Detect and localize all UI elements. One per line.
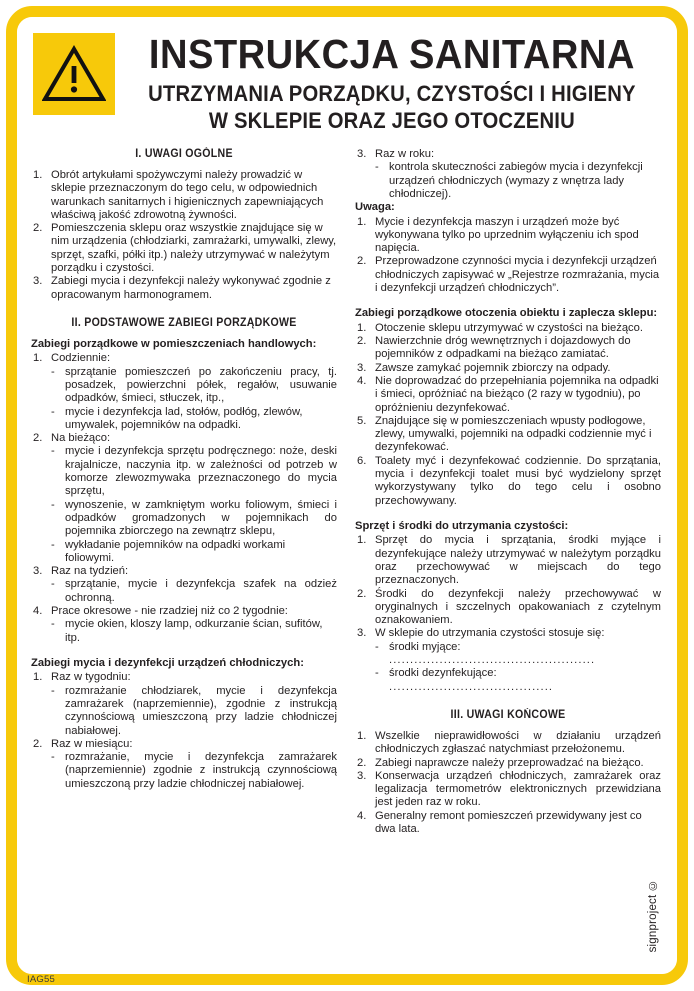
dash-item [375, 161, 661, 201]
list-text: W sklepie do utrzymania czystości stosuje się: [375, 627, 605, 640]
fill-in-fields [375, 641, 661, 694]
list-text: Zabiegi mycia i dezynfekcji należy wykonywać zgodnie z opracowanym harmonogramem. [51, 275, 331, 301]
list-marker: 2. [357, 756, 367, 769]
list-marker: 1. [33, 169, 43, 181]
fill-in-dots[interactable]: ....................................... [389, 680, 554, 693]
list-text: Prace okresowe - nie rzadziej niż co 2 tygodnie: [51, 605, 288, 618]
list-text: Raz na tydzień: [51, 565, 129, 578]
list-marker: 2. [357, 587, 367, 600]
dash-marker: - [51, 498, 55, 511]
sub4-list [355, 534, 661, 694]
list-marker: 4. [357, 374, 367, 387]
dash-text: sprzątanie pomieszczeń po zakończeniu pracy, tj. posadzek, powierzchni półek, regałów, usuwanie odpadków, śmieci, stłuczek, itp., [65, 365, 337, 405]
left-column [31, 148, 337, 836]
list-item [31, 432, 337, 565]
dash-item [51, 499, 337, 539]
dash-marker: - [51, 538, 55, 551]
dash-item [51, 751, 337, 791]
section-heading-3: III. UWAGI KOŃCOWE [450, 708, 566, 721]
note-list [355, 216, 661, 296]
poster-header [17, 17, 677, 134]
list-item [31, 738, 337, 791]
dash-text: kontrola skuteczności zabiegów mycia i dezynfekcji urządzeń chłodniczych (wymazy z wnętrza lady chłodniczej). [389, 161, 643, 200]
dash-marker: - [375, 640, 379, 653]
list-item [355, 534, 661, 587]
section1-list [31, 169, 337, 302]
fill-in-line[interactable] [389, 641, 661, 668]
fill-in-line[interactable] [389, 667, 661, 694]
dash-list [375, 161, 661, 201]
page-subtitle-line2: W SKLEPIE ORAZ JEGO OTOCZENIU [208, 108, 575, 133]
list-text: Na bieżąco: [51, 432, 111, 445]
dash-marker: - [51, 445, 55, 458]
list-text: Obrót artykułami spożywczymi należy prowadzić w sklepie przeznaczonym do tego celu, w odpowiednich warunkach sanitarnych i higienicznych zapewniających właściwą jakość zdrowotną żywności. [51, 169, 324, 221]
list-marker: 1. [33, 352, 43, 365]
list-marker: 3. [357, 148, 367, 160]
list-item [31, 169, 337, 222]
list-text: Mycie i dezynfekcja maszyn i urządzeń może być wykonywana tylko po uprzednim wyłączeniu ich spod napięcia. [375, 215, 639, 255]
dash-text: rozmrażanie chłodziarek, mycie i dezynfekcja zamrażarek (naprzemiennie), zgodnie z instrukcją czynnościową umieszczoną przy ladzie chłodniczej nabiałowej. [65, 684, 337, 737]
list-item [31, 565, 337, 605]
list-marker: 2. [357, 255, 367, 268]
note-heading: Uwaga: [355, 201, 395, 214]
list-text: Raz w roku: [375, 148, 435, 160]
list-marker: 2. [33, 222, 43, 235]
dash-item [51, 445, 337, 498]
list-marker: 2. [33, 737, 43, 750]
fill-in-row[interactable] [375, 667, 661, 694]
poster-inner [17, 17, 677, 974]
subsection-heading-trade-areas: Zabiegi porządkowe w pomieszczeniach handlowych: [31, 337, 317, 350]
list-marker: 5. [357, 414, 367, 427]
list-text: Codziennie: [51, 352, 111, 365]
dash-list [51, 366, 337, 432]
dash-marker: - [51, 751, 55, 764]
list-item [355, 455, 661, 508]
fill-in-label: środki myjące: [389, 640, 461, 653]
fill-in-dots[interactable]: ................................................. [389, 654, 596, 667]
list-text: Toalety myć i dezynfekować codziennie. Do sprzątania, mycia i dezynfekcji toalet musi być wydzielony sprzęt wykorzystywany tylko do tego celu i osobno przechowywany. [375, 454, 661, 507]
list-marker: 2. [357, 335, 367, 348]
dash-item [51, 578, 337, 605]
list-text: Otoczenie sklepu utrzymywać w czystości na bieżąco. [375, 321, 643, 334]
fill-in-label: środki dezynfekujące: [389, 667, 497, 680]
list-text: Raz w miesiącu: [51, 737, 133, 750]
list-text: Przeprowadzone czynności mycia i dezynfekcji urządzeń chłodniczych zapisywać w „Rejestrze rozmrażania, mycia i dezynfekcji urządzeń chłodniczych”. [375, 255, 660, 295]
title-block [115, 31, 663, 134]
watermark-signproject: signproject © [647, 878, 659, 952]
list-item [355, 415, 661, 455]
dash-text: wynoszenie, w zamkniętym worku foliowym, śmieci i odpadków gromadzonych w pojemnikach do pojemnika zbiorczego na zewnątrz sklepu, [65, 498, 337, 538]
dash-text: wykładanie pojemników na odpadki workami foliowymi. [65, 538, 286, 564]
list-text: Generalny remont pomieszczeń przewidywany jest co dwa lata. [375, 809, 642, 835]
list-item [31, 671, 337, 737]
list-text: Nie doprowadzać do przepełniania pojemnika na odpadki i śmieci, opróżniać na bieżąco (2 razy w tygodniu), po opróżnieniu dezynfekować. [375, 374, 659, 414]
subsection-heading-equipment: Sprzęt i środki do utrzymania czystości: [355, 519, 569, 532]
list-marker: 3. [357, 769, 367, 782]
document-code: IAG55 [27, 974, 55, 985]
list-item [355, 810, 661, 837]
list-item [355, 770, 661, 810]
list-marker: 1. [357, 534, 367, 547]
list-marker: 3. [33, 565, 43, 578]
list-marker: 1. [357, 321, 367, 334]
section-heading-1: I. UWAGI OGÓLNE [135, 148, 233, 160]
content-columns [17, 134, 677, 836]
dash-marker: - [51, 618, 55, 631]
dash-item [51, 366, 337, 406]
dash-marker: - [51, 405, 55, 418]
sub2-list [31, 671, 337, 791]
dash-list [51, 618, 337, 645]
list-item [355, 322, 661, 335]
list-item [355, 588, 661, 628]
list-text: Raz w tygodniu: [51, 671, 131, 684]
dash-item [51, 685, 337, 738]
list-item [355, 148, 661, 201]
list-text: Znajdujące się w pomieszczeniach wpusty podłogowe, zlewy, umywalki, pojemniki na odpadki codziennie myć i dezynfekować. [375, 414, 652, 454]
list-marker: 1. [357, 215, 367, 228]
warning-triangle-icon [33, 33, 115, 115]
list-item [31, 222, 337, 275]
section3-list [355, 730, 661, 836]
list-item [355, 335, 661, 362]
dash-marker: - [375, 667, 379, 680]
subsection-heading-surroundings: Zabiegi porządkowe otoczenia obiektu i zaplecza sklepu: [355, 307, 658, 320]
list-text: Środki do dezynfekcji należy przechowywać w oryginalnych i szczelnych opakowaniach z czytelnym oznakowaniem. [375, 587, 661, 627]
dash-text: mycie i dezynfekcja sprzętu podręcznego: noże, deski krajalnicze, naczynia itp. w zależności od potrzeb w komorze zlewozmywaka przeznaczonego do mycia sprzętu, [65, 445, 337, 498]
list-text: Nawierzchnie dróg wewnętrznych i dojazdowych do pojemników z odpadkami na bieżąco zamiatać. [375, 335, 631, 361]
list-item [355, 375, 661, 415]
list-marker: 3. [357, 361, 367, 374]
list-item [355, 757, 661, 770]
list-text: Wszelkie nieprawidłowości w działaniu urządzeń chłodniczych zgłaszać natychmiast przełożonemu. [375, 729, 661, 756]
list-marker: 4. [357, 809, 367, 822]
dash-list [51, 751, 337, 791]
dash-marker: - [51, 578, 55, 591]
dash-item [51, 539, 337, 566]
section-heading-2: II. PODSTAWOWE ZABIEGI PORZĄDKOWE [71, 316, 297, 329]
page-subtitle-line1: UTRZYMANIA PORZĄDKU, CZYSTOŚCI I HIGIENY [148, 81, 636, 106]
continued-list [355, 148, 661, 201]
right-column [355, 148, 661, 836]
list-marker: 3. [33, 275, 43, 288]
dash-list [51, 445, 337, 565]
list-marker: 3. [357, 627, 367, 640]
dash-marker: - [51, 684, 55, 697]
list-item [355, 362, 661, 375]
list-item [355, 216, 661, 256]
list-text: Zabiegi naprawcze należy przeprowadzać na bieżąco. [375, 756, 644, 769]
page-title: INSTRUKCJA SANITARNA [148, 31, 635, 77]
list-marker: 6. [357, 454, 367, 467]
list-item [355, 627, 661, 693]
list-item [355, 255, 661, 295]
list-text: Sprzęt do mycia i sprzątania, środki myjące i dezynfekujące należy utrzymywać w należytym porządku oraz przechowywać w miejscach do tego przeznaczonych. [375, 534, 661, 587]
list-text: Pomieszczenia sklepu oraz wszystkie znajdujące się w nim urządzenia (chłodziarki, zamrażarki, umywalki, zlewy, sprzęt, szafki, półki itp.) należy utrzymywać w należytym porządku i czystości. [51, 222, 337, 275]
dash-marker: - [51, 365, 55, 378]
list-item [31, 605, 337, 645]
dash-item [51, 618, 337, 645]
fill-in-row[interactable] [375, 641, 661, 668]
dash-text: mycie okien, kloszy lamp, odkurzanie ścian, sufitów, itp. [65, 618, 323, 644]
sub3-list [355, 322, 661, 508]
list-marker: 1. [33, 671, 43, 684]
list-marker: 4. [33, 605, 43, 618]
sub1-list [31, 352, 337, 645]
dash-list [51, 685, 337, 738]
list-text: Konserwacja urządzeń chłodniczych, zamrażarek oraz legalizacja termometrów elektronicznych przewidziana jest jeden raz w roku. [375, 769, 661, 809]
dash-text: sprzątanie, mycie i dezynfekcja szafek na odzież ochronną. [65, 578, 337, 604]
list-text: Zawsze zamykać pojemnik zbiorczy na odpady. [375, 361, 611, 374]
list-item [31, 352, 337, 432]
subsection-heading-cooling-devices: Zabiegi mycia i dezynfekcji urządzeń chłodniczych: [31, 656, 304, 669]
dash-text: mycie i dezynfekcja lad, stołów, podłóg, zlewów, umywalek, pojemników na odpadki. [65, 405, 303, 431]
list-marker: 1. [357, 729, 367, 742]
dash-item [51, 406, 337, 433]
list-item [355, 730, 661, 757]
dash-text: rozmrażanie, mycie i dezynfekcja zamrażarek (naprzemiennie) zgodnie z instrukcją czynnościową umieszczoną przy ladzie chłodniczej nabiałowej. [65, 751, 337, 790]
dash-list [51, 578, 337, 605]
list-marker: 2. [33, 432, 43, 445]
dash-marker: - [375, 161, 379, 174]
list-item [31, 275, 337, 302]
